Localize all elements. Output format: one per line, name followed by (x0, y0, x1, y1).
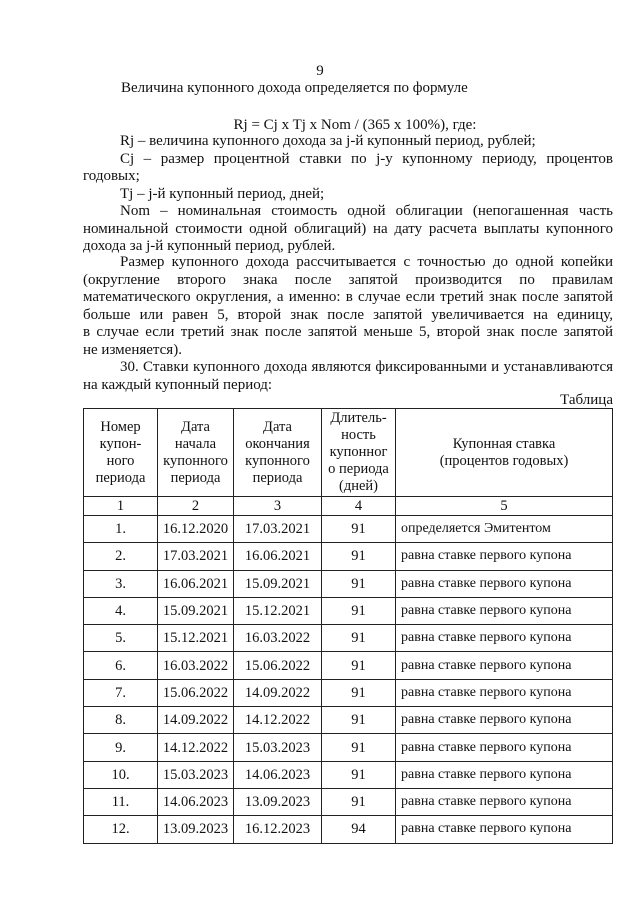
cell-start-date: 13.09.2023 (158, 816, 234, 843)
cell-period-number: 3. (84, 570, 158, 597)
cell-duration: 91 (322, 707, 396, 734)
cell-coupon-rate: равна ставке первого купона (396, 788, 613, 815)
cell-duration: 91 (322, 570, 396, 597)
header-duration: Длитель- ность купонног о периода (дней) (322, 409, 396, 497)
cell-period-number: 1. (84, 516, 158, 543)
clause30-line2: на каждый купонный период: (83, 376, 273, 393)
definition-rj: Rj – величина купонного дохода за j-й купонный период, рублей; (120, 133, 536, 149)
cell-coupon-rate: равна ставке первого купона (396, 597, 613, 624)
cell-duration: 91 (322, 734, 396, 761)
cell-coupon-rate: равна ставке первого купона (396, 707, 613, 734)
table-row (84, 816, 613, 843)
table-row (84, 734, 613, 761)
cell-period-number: 11. (84, 788, 158, 815)
cell-duration: 91 (322, 788, 396, 815)
cell-period-number: 9. (84, 734, 158, 761)
clause-30 (83, 359, 613, 394)
table-row (84, 597, 613, 624)
table-row (84, 543, 613, 570)
table-row (84, 707, 613, 734)
cell-period-number: 5. (84, 625, 158, 652)
rounding-line1: Размер купонного дохода рассчитывается с точностью до одной копейки (120, 254, 613, 270)
cell-start-date: 15.06.2022 (158, 679, 234, 706)
column-number: 2 (158, 497, 234, 516)
cell-start-date: 15.09.2021 (158, 597, 234, 624)
rounding-line6: не изменяется). (83, 341, 182, 358)
cell-period-number: 12. (84, 816, 158, 843)
header-period-number: Номер купон- ного периода (84, 409, 158, 497)
cell-coupon-rate: равна ставке первого купона (396, 570, 613, 597)
cell-coupon-rate: равна ставке первого купона (396, 761, 613, 788)
cell-coupon-rate: определяется Эмитентом (396, 516, 613, 543)
rounding-line3: математического округления, а именно: в случае если третий знак после запятой (83, 289, 613, 305)
cell-period-number: 7. (84, 679, 158, 706)
cell-start-date: 16.06.2021 (158, 570, 234, 597)
cell-start-date: 16.03.2022 (158, 652, 234, 679)
cell-coupon-rate: равна ставке первого купона (396, 543, 613, 570)
rounding-line4: больше или равен 5, второй знак после запятой увеличивается на единицу, (83, 306, 613, 323)
table-row (84, 761, 613, 788)
cell-coupon-rate: равна ставке первого купона (396, 679, 613, 706)
coupon-schedule-table (83, 408, 613, 844)
cell-start-date: 14.09.2022 (158, 707, 234, 734)
cell-period-number: 4. (84, 597, 158, 624)
cell-end-date: 14.06.2023 (234, 761, 322, 788)
definition-nom-line1: Nom – номинальная стоимость одной облигации (непогашенная часть (120, 203, 613, 219)
definition-nom-line2: номинальной стоимости одной облигаций) на дату расчета выплаты купонного (83, 220, 613, 237)
cell-duration: 91 (322, 597, 396, 624)
table-row (84, 788, 613, 815)
table-row (84, 652, 613, 679)
cell-start-date: 15.03.2023 (158, 761, 234, 788)
cell-duration: 91 (322, 543, 396, 570)
cell-start-date: 16.12.2020 (158, 516, 234, 543)
cell-end-date: 15.09.2021 (234, 570, 322, 597)
column-number: 1 (84, 497, 158, 516)
column-number: 3 (234, 497, 322, 516)
table-row (84, 570, 613, 597)
cell-end-date: 15.06.2022 (234, 652, 322, 679)
definition-tj: Tj – j-й купонный период, дней; (120, 185, 325, 202)
cell-coupon-rate: равна ставке первого купона (396, 625, 613, 652)
cell-start-date: 14.06.2023 (158, 788, 234, 815)
intro-paragraph (83, 80, 613, 98)
header-end-date: Дата окончания купонного периода (234, 409, 322, 497)
cell-duration: 91 (322, 625, 396, 652)
column-number-row (84, 497, 613, 516)
cell-period-number: 10. (84, 761, 158, 788)
cell-start-date: 17.03.2021 (158, 543, 234, 570)
cell-coupon-rate: равна ставке первого купона (396, 816, 613, 843)
cell-coupon-rate: равна ставке первого купона (396, 652, 613, 679)
rounding-paragraph (83, 254, 613, 359)
cell-start-date: 14.12.2022 (158, 734, 234, 761)
table-body (84, 516, 613, 844)
definition-cj-line2: годовых; (83, 168, 140, 184)
rounding-line2: (округление второго знака после запятой производится по правилам (83, 271, 613, 288)
page-number: 9 (316, 63, 324, 79)
cell-duration: 91 (322, 516, 396, 543)
cell-duration: 91 (322, 761, 396, 788)
intro-text: Величина купонного дохода определяется по формуле (121, 80, 468, 96)
header-coupon-rate: Купонная ставка (процентов годовых) (396, 409, 613, 497)
cell-end-date: 14.12.2022 (234, 707, 322, 734)
cell-period-number: 8. (84, 707, 158, 734)
table-header-row (84, 409, 613, 497)
cell-end-date: 15.03.2023 (234, 734, 322, 761)
cell-period-number: 2. (84, 543, 158, 570)
cell-end-date: 15.12.2021 (234, 597, 322, 624)
cell-period-number: 6. (84, 652, 158, 679)
rounding-line5: в случае если третий знак после запятой меньше 5, второй знак после запятой (83, 324, 613, 340)
cell-duration: 91 (322, 652, 396, 679)
table-row (84, 516, 613, 543)
header-start-date: Дата начала купонного периода (158, 409, 234, 497)
cell-coupon-rate: равна ставке первого купона (396, 734, 613, 761)
cell-duration: 94 (322, 816, 396, 843)
definition-nom-line3: дохода за j-й купонный период, рублей. (83, 238, 336, 254)
definitions-block (83, 133, 613, 256)
cell-end-date: 16.06.2021 (234, 543, 322, 570)
column-number: 4 (322, 497, 396, 516)
table-caption: Таблица (560, 392, 613, 408)
table-row (84, 679, 613, 706)
cell-start-date: 15.12.2021 (158, 625, 234, 652)
cell-end-date: 16.03.2022 (234, 625, 322, 652)
cell-duration: 91 (322, 679, 396, 706)
cell-end-date: 17.03.2021 (234, 516, 322, 543)
definition-cj-line1: Cj – размер процентной ставки по j-у купонному периоду, процентов (120, 150, 613, 167)
table-row (84, 625, 613, 652)
coupon-formula: Rj = Cj x Tj x Nom / (365 x 100%), где: (233, 117, 477, 133)
cell-end-date: 13.09.2023 (234, 788, 322, 815)
cell-end-date: 14.09.2022 (234, 679, 322, 706)
cell-end-date: 16.12.2023 (234, 816, 322, 843)
clause30-line1: 30. Ставки купонного дохода являются фиксированными и устанавливаются (120, 359, 613, 375)
column-number: 5 (396, 497, 613, 516)
